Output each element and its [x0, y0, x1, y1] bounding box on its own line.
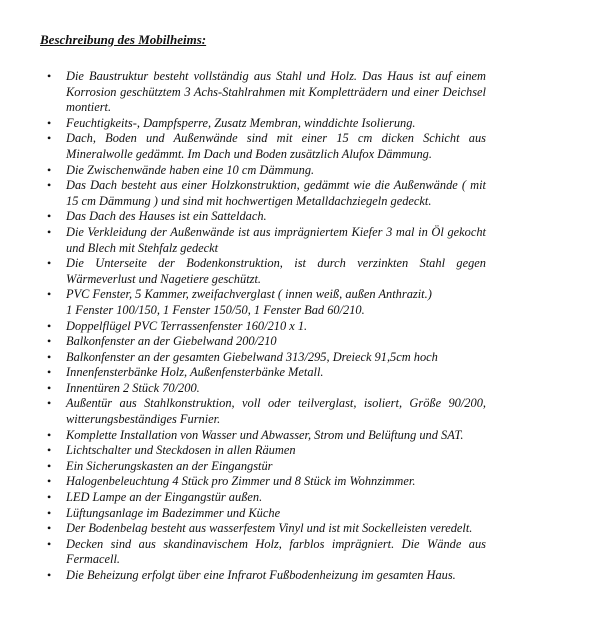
list-item-text: Die Unterseite der Bodenkonstruktion, ist durch verzinkten Stahl gegen Wärmeverlust und Nagetiere geschützt. [66, 256, 486, 286]
bullet-icon: • [47, 334, 52, 349]
list-item-text: Lichtschalter und Steckdosen in allen Räumen [66, 443, 296, 458]
list-item [42, 225, 486, 256]
list-item [42, 443, 486, 459]
list-item-text: Dach, Boden und Außenwände sind mit einer 15 cm dicken Schicht aus Mineralwolle gedämmt. Im Dach und Boden zusätzlich Alufox Dämmung. [66, 131, 486, 161]
bullet-icon: • [47, 178, 52, 193]
list-item-text: Doppelflügel PVC Terrassenfenster 160/210 x 1. [66, 318, 308, 333]
bullet-icon: • [47, 256, 52, 271]
list-item-text: Feuchtigkeits-, Dampfsperre, Zusatz Membran, winddichte Isolierung. [66, 115, 416, 130]
list-item [42, 319, 486, 335]
list-item-text: Das Dach besteht aus einer Holzkonstruktion, gedämmt wie die Außenwände ( mit 15 cm Dämmung ) und sind mit hochwertigen Metalldachziegeln gedeckt. [66, 178, 486, 208]
bullet-icon: • [47, 474, 52, 489]
feature-list [42, 69, 486, 584]
list-item-text: Innenfensterbänke Holz, Außenfensterbänke Metall. [66, 365, 324, 380]
list-item-text: Balkonfenster an der gesamten Giebelwand 313/295, Dreieck 91,5cm hoch [66, 349, 438, 364]
list-item [42, 521, 486, 537]
list-item-text: LED Lampe an der Eingangstür außen. [66, 490, 263, 505]
list-item [42, 506, 486, 522]
bullet-icon: • [47, 380, 52, 395]
list-item [42, 381, 486, 397]
list-item-text: Ein Sicherungskasten an der Eingangstür [66, 458, 273, 473]
list-item-text: Balkonfenster an der Giebelwand 200/210 [66, 334, 277, 349]
bullet-icon: • [47, 490, 52, 505]
document-title: Beschreibung des Mobilheims: [40, 32, 207, 47]
bullet-icon: • [47, 396, 52, 411]
list-item-text: PVC Fenster, 5 Kammer, zweifachverglast ( innen weiß, außen Anthrazit.) 1 Fenster 100/150, 1 Fenster 150/50, 1 Fenster Bad 60/210. [66, 287, 432, 317]
bullet-icon: • [47, 443, 52, 458]
list-item [42, 334, 486, 350]
list-item [42, 537, 486, 568]
list-item [42, 209, 486, 225]
bullet-icon: • [47, 568, 52, 582]
bullet-icon: • [47, 521, 52, 536]
list-item [42, 474, 486, 490]
list-item [42, 131, 486, 162]
list-item [42, 490, 486, 506]
list-item [42, 350, 486, 366]
list-item-text: Der Bodenbelag besteht aus wasserfestem Vinyl und ist mit Sockelleisten veredelt. [66, 521, 473, 536]
list-item [42, 428, 486, 444]
list-item-text: Die Zwischenwände haben eine 10 cm Dämmung. [66, 162, 315, 177]
bullet-icon: • [47, 349, 52, 364]
list-item-text: Halogenbeleuchtung 4 Stück pro Zimmer und 8 Stück im Wohnzimmer. [66, 474, 416, 489]
bullet-icon: • [47, 365, 52, 380]
bullet-icon: • [47, 505, 52, 520]
bullet-icon: • [47, 131, 52, 146]
list-item [42, 256, 486, 287]
bullet-icon: • [47, 115, 52, 130]
list-item-text: Decken sind aus skandinavischem Holz, farblos imprägniert. Die Wände aus Fermacell. [66, 536, 486, 567]
list-item-text: Komplette Installation von Wasser und Abwasser, Strom und Belüftung und SAT. [66, 427, 464, 442]
list-item [42, 287, 486, 318]
list-item-text: Innentüren 2 Stück 70/200. [66, 380, 200, 395]
bullet-icon: • [47, 224, 52, 239]
bullet-icon: • [47, 427, 52, 442]
bullet-icon: • [47, 318, 52, 333]
bullet-icon: • [47, 209, 52, 224]
list-item-text: Außentür aus Stahlkonstruktion, voll oder teilverglast, isoliert, Größe 90/200, witterungsbeständiges Furnier. [66, 396, 486, 427]
list-item [42, 178, 486, 209]
list-item [42, 69, 486, 116]
list-item-text: Die Baustruktur besteht vollständig aus Stahl und Holz. Das Haus ist auf einem Korrosion geschütztem 3 Achs-Stahlrahmen mit Kompletträdern und einer Deichsel montiert. [66, 69, 486, 115]
list-item-text: Das Dach des Hauses ist ein Satteldach. [66, 209, 267, 224]
bullet-icon: • [47, 458, 52, 473]
list-item [42, 116, 486, 132]
list-item [42, 365, 486, 381]
list-item-text: Die Verkleidung der Außenwände ist aus imprägniertem Kiefer 3 mal in Öl gekocht und Blech mit Stehfalz gedeckt [66, 224, 486, 255]
list-item-text: Die Beheizung erfolgt über eine Infrarot Fußbodenheizung im gesamten Haus. [66, 568, 456, 582]
list-item [42, 163, 486, 179]
bullet-icon: • [47, 536, 52, 551]
bullet-icon: • [47, 287, 52, 302]
list-item [42, 459, 486, 475]
list-item [42, 568, 486, 584]
list-item [42, 396, 486, 427]
bullet-icon: • [47, 162, 52, 177]
list-item-text: Lüftungsanlage im Badezimmer und Küche [66, 505, 281, 520]
bullet-icon: • [47, 69, 52, 83]
